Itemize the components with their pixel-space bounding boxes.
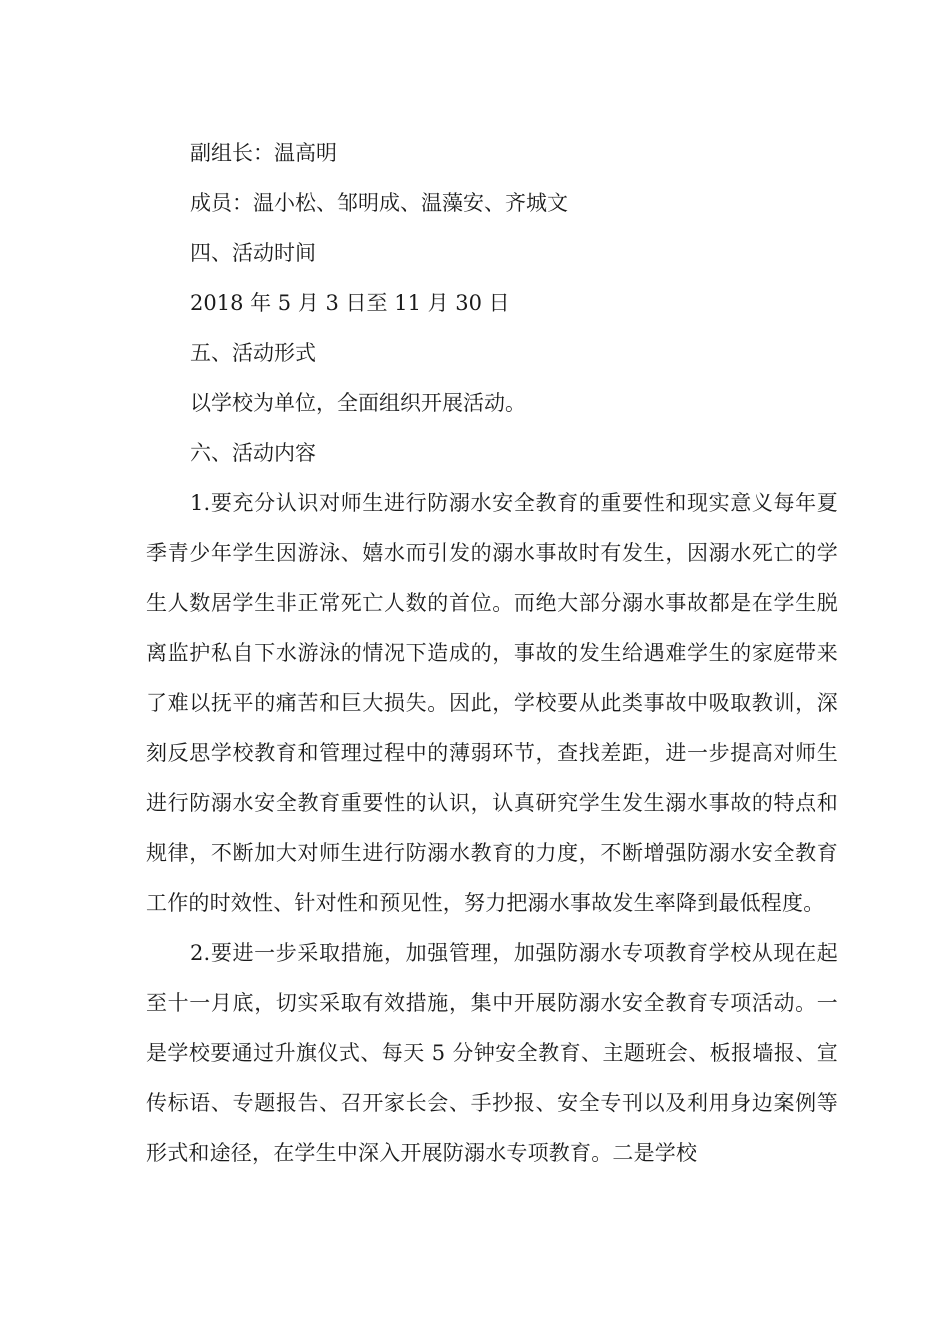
section-heading-time: 四、活动时间 — [190, 241, 316, 265]
content-paragraph-1: 1.要充分认识对师生进行防溺水安全教育的重要性和现实意义每年夏季青少年学生因游泳、嬉水而引发的溺水事故时有发生，因溺水死亡的学生人数居学生非正常死亡人数的首位。而绝大部分溺水事故都是在学生脱离监护私自下水游泳的情况下造成的，事故的发生给遇难学生的家庭带来了难以抚平的痛苦和巨大损失。因此，学校要从此类事故中吸取教训，深刻反思学校教育和管理过程中的薄弱环节，查找差距，进一步提高对师生进行防溺水安全教育重要性的认识，认真研究学生发生溺水事故的特点和规律，不断加大对师生进行防溺水教育的力度，不断增强防溺水安全教育工作的时效性、针对性和预见性，努力把溺水事故发生率降到最低程度。 — [146, 491, 838, 915]
activity-form-line: 以学校为单位，全面组织开展活动。 — [190, 391, 526, 415]
activity-time-line: 2018 年 5 月 3 日至 11 月 30 日 — [190, 291, 510, 315]
members-line: 成员：温小松、邹明成、温藻安、齐城文 — [190, 191, 568, 215]
section-heading-form: 五、活动形式 — [190, 341, 316, 365]
section-heading-content: 六、活动内容 — [190, 441, 316, 465]
document-page — [146, 128, 838, 1178]
content-paragraph-2: 2.要进一步采取措施，加强管理，加强防溺水专项教育学校从现在起至十一月底，切实采取有效措施，集中开展防溺水安全教育专项活动。一是学校要通过升旗仪式、每天 5 分钟安全教育、主题班会、板报墙报、宣传标语、专题报告、召开家长会、手抄报、安全专刊以及利用身边案例等形式和途径，在学生中深入开展防溺水专项教育。二是学校 — [146, 941, 838, 1165]
deputy-leader-line: 副组长：温高明 — [190, 141, 337, 165]
